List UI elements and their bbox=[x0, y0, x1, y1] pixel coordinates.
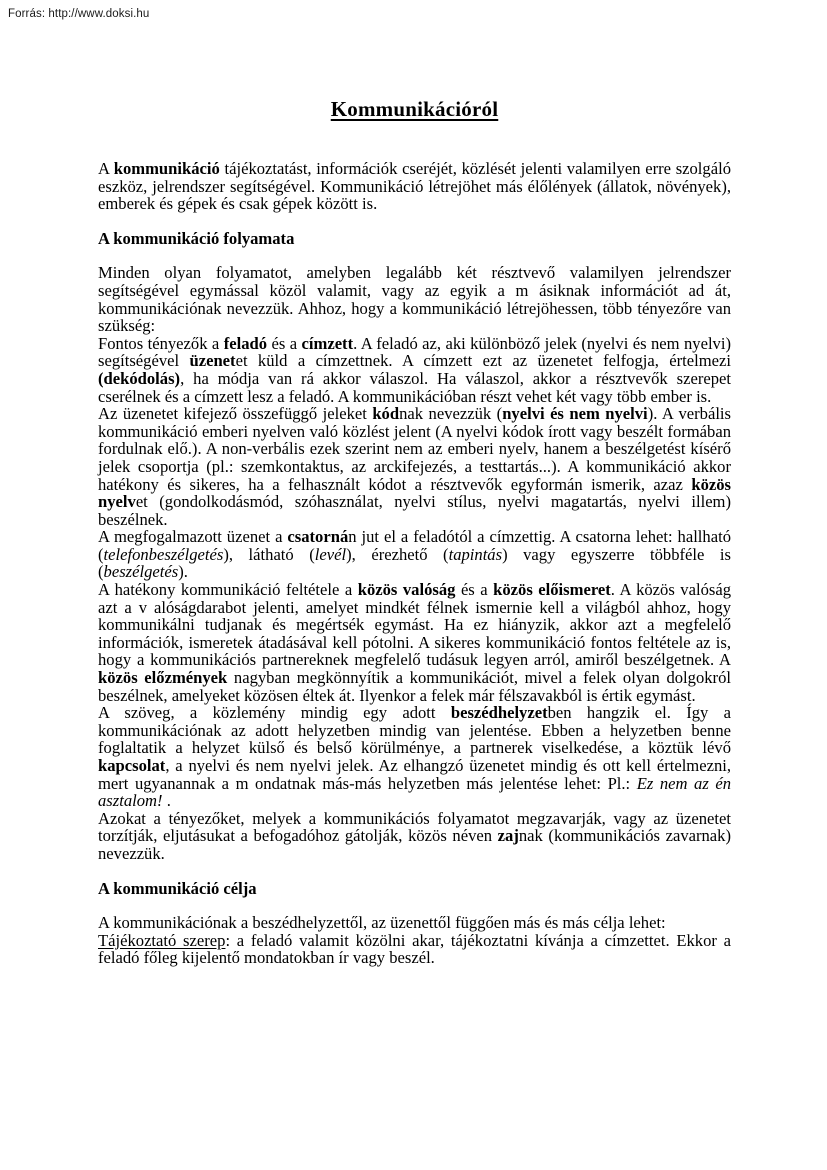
keyword-kozos-elozmenyek: közös előzmények bbox=[98, 668, 228, 688]
keyword-dekodolas: (dekódolás) bbox=[98, 368, 181, 388]
title-spacer bbox=[98, 122, 731, 160]
intro-lead-text: A bbox=[98, 159, 114, 178]
p6-text-c: , a nyelvi és nem nyelvi jelek. Az elhangzó üzenetet mindig és ott kell értelmezni, mert ugyanannak a m ondatnak más-más helyzetben más jelentése lehet: Pl.: bbox=[98, 756, 731, 793]
p4-text-e: ) vagy egyszerre többféle is ( bbox=[98, 544, 731, 582]
p7-text-b: nak (kommunikációs zavarnak) nevezzük. bbox=[98, 826, 731, 863]
intro-paragraph bbox=[98, 160, 731, 213]
p3-text-b: nak nevezzük ( bbox=[399, 404, 503, 424]
folyamata-paragraph-7 bbox=[98, 810, 731, 863]
heading-spacer bbox=[98, 247, 731, 264]
example-level: levél bbox=[314, 544, 347, 564]
p4-text-a: A megfogalmazott üzenet a bbox=[98, 527, 288, 547]
keyword-kapcsolat: kapcsolat bbox=[98, 756, 166, 775]
folyamata-paragraph-1: Minden olyan folyamatot, amelyben legalább két résztvevő valamilyen jelrendszer segítségével egymással közöl valamit, vagy az egyik a m ásiknak információt ad át, kommunikációnak nevezzük. Ahhoz, hogy a kommunikáció létrejöhessen, több tényezőre van szükség: bbox=[98, 263, 731, 336]
keyword-zaj: zaj bbox=[497, 826, 519, 846]
p5-text-b: és a bbox=[455, 580, 494, 600]
folyamata-paragraph-4 bbox=[98, 528, 731, 581]
p2-text-e: , ha módja van rá akkor válaszol. Ha válaszol, akkor a résztvevők szerepet cserélnek és a címzett lesz a feladó. A kommunikációban részt vehet két vagy több ember is. bbox=[98, 368, 731, 406]
source-url-label: Forrás: http://www.doksi.hu bbox=[8, 8, 150, 20]
keyword-uzenet: üzenet bbox=[189, 351, 236, 371]
intro-body-text: tájékoztatást, információk cseréjét, közlését jelenti valamilyen erre szolgáló eszköz, jelrendszer segítségével. Kommunikáció létrejöhet más élőlények (állatok, növények), emberek és gépek és csak gépek között is. bbox=[98, 159, 731, 214]
document-body bbox=[98, 96, 731, 967]
p3-text-c: ). A verbális kommunikáció emberi nyelven való közlést jelent (A nyelvi kódok írott vagy beszélt formában fordulnak elő.). A non-verbális ezek szerint nem az emberi nyelv, hanem a beszélgetést kísérő jelek csoportja (pl.: szemkontaktus, az arckifejezés, a testtartás...). A kommunikáció akkor hatékony és sikeres, ha a felhasznált kódot a résztvevők egyformán ismerik, azaz bbox=[98, 404, 731, 494]
p4-text-c: ), látható ( bbox=[223, 544, 315, 564]
p5-text-c: . A közös valóság azt a v alóságdarabot jelenti, amelyet mindkét félnek ismernie kell a világból ahhoz, hogy kommunikálni tudjanak és megértsék egymást. Ha ez hiányzik, akkor azt a megfelelő információk, ismeretek átadásával kell pótolni. A sikeres kommunikáció fontos feltétele az is, hogy a kommunikációs partnereknek megfelelő tudásuk legyen arról, amiről beszélgetnek. A bbox=[98, 580, 731, 670]
keyword-kozos-nyelv: közös nyelv bbox=[98, 474, 731, 512]
role-label-tajekoztato-szerep: Tájékoztató szerep bbox=[98, 930, 226, 950]
keyword-beszedhelyzet: beszédhelyzet bbox=[450, 703, 548, 723]
p5-text-a: A hatékony kommunikáció feltétele a bbox=[98, 580, 358, 600]
celja-p2-text: : a feladó valamit közölni akar, tájékoztatni kívánja a címzettet. Ekkor a feladó főleg kijelentő mondatokban ír vagy beszél. bbox=[98, 930, 731, 968]
folyamata-paragraph-5 bbox=[98, 581, 731, 704]
keyword-kod: kód bbox=[372, 404, 400, 424]
p4-text-b: n jut el a feladótól a címzettig. A csatorna lehet: hallható ( bbox=[98, 527, 731, 564]
p3-text-a: Az üzenetet kifejező összefüggő jeleket bbox=[98, 404, 373, 424]
p4-text-d: ), érezhető ( bbox=[346, 544, 449, 564]
heading-spacer-2 bbox=[98, 897, 731, 914]
p3-text-d: et (gondolkodásmód, szóhasználat, nyelvi stílus, nyelvi magatartás, nyelvi illem) beszélnek. bbox=[98, 492, 731, 529]
keyword-cimzett: címzett bbox=[301, 333, 354, 353]
folyamata-paragraph-6 bbox=[98, 704, 731, 810]
keyword-felado: feladó bbox=[223, 333, 268, 353]
p6-text-a: A szöveg, a közlemény mindig egy adott bbox=[98, 703, 451, 723]
p6-text-b: ben hangzik el. Így a kommunikációnak az adott helyzetben mindig van jelentése. Ebben a helyzetben benne foglaltatik a helyzet külső és belső körülménye, a partnerek viselkedése, a köztük lévő bbox=[98, 703, 731, 758]
keyword-kozos-eloismeret: közös előismeret bbox=[493, 580, 611, 600]
celja-paragraph-1: A kommunikációnak a beszédhelyzettől, az üzenettől függően más és más célja lehet: bbox=[98, 913, 666, 933]
p2-text-d: et küld a címzettnek. A címzett ezt az üzenetet felfogja, értelmezi bbox=[235, 351, 731, 371]
paragraph-spacer bbox=[98, 213, 731, 230]
keyword-csatorna: csatorná bbox=[287, 527, 349, 547]
section-heading-celja: A kommunikáció célja bbox=[98, 878, 257, 898]
example-beszelgetes: beszélgetés bbox=[103, 562, 179, 582]
example-telefonbeszelgetes: telefonbeszélgetés bbox=[103, 544, 224, 564]
p2-text-c: . A feladó az, aki különböző jelek (nyelvi és nem nyelvi) segítségével bbox=[98, 333, 731, 371]
section-heading-folyamata: A kommunikáció folyamata bbox=[98, 228, 295, 248]
p5-text-d: nagyban megkönnyítik a kommunikációt, mivel a felek olyan dolgokról beszélnek, amelyeket közösen éltek át. Ilyenkor a felek már félszavakból is értik egymást. bbox=[98, 668, 731, 705]
keyword-kozos-valosag: közös valóság bbox=[357, 580, 456, 600]
page-title: Kommunikációról bbox=[330, 97, 499, 121]
section-gap-spacer bbox=[98, 863, 731, 880]
p2-text-a: Fontos tényezők a bbox=[98, 333, 224, 353]
folyamata-paragraph-2 bbox=[98, 335, 731, 405]
folyamata-paragraph-3 bbox=[98, 405, 731, 528]
p2-text-b: és a bbox=[267, 333, 302, 353]
example-tapintas: tapintás bbox=[448, 544, 503, 564]
intro-keyword-kommunikacio: kommunikáció bbox=[113, 159, 220, 178]
p6-text-d: . bbox=[162, 791, 171, 811]
p7-text-a: Azokat a tényezőket, melyek a kommunikációs folyamatot megzavarják, vagy az üzenetet torzítják, eljutásukat a befogadóhoz gátolják, közös néven bbox=[98, 808, 731, 846]
p4-text-f: ). bbox=[178, 562, 188, 582]
example-sentence-asztalom: Ez nem az én asztalom! bbox=[98, 773, 731, 811]
keyword-nyelvi-es-nem-nyelvi: nyelvi és nem nyelvi bbox=[502, 404, 648, 424]
celja-paragraph-2 bbox=[98, 932, 731, 967]
